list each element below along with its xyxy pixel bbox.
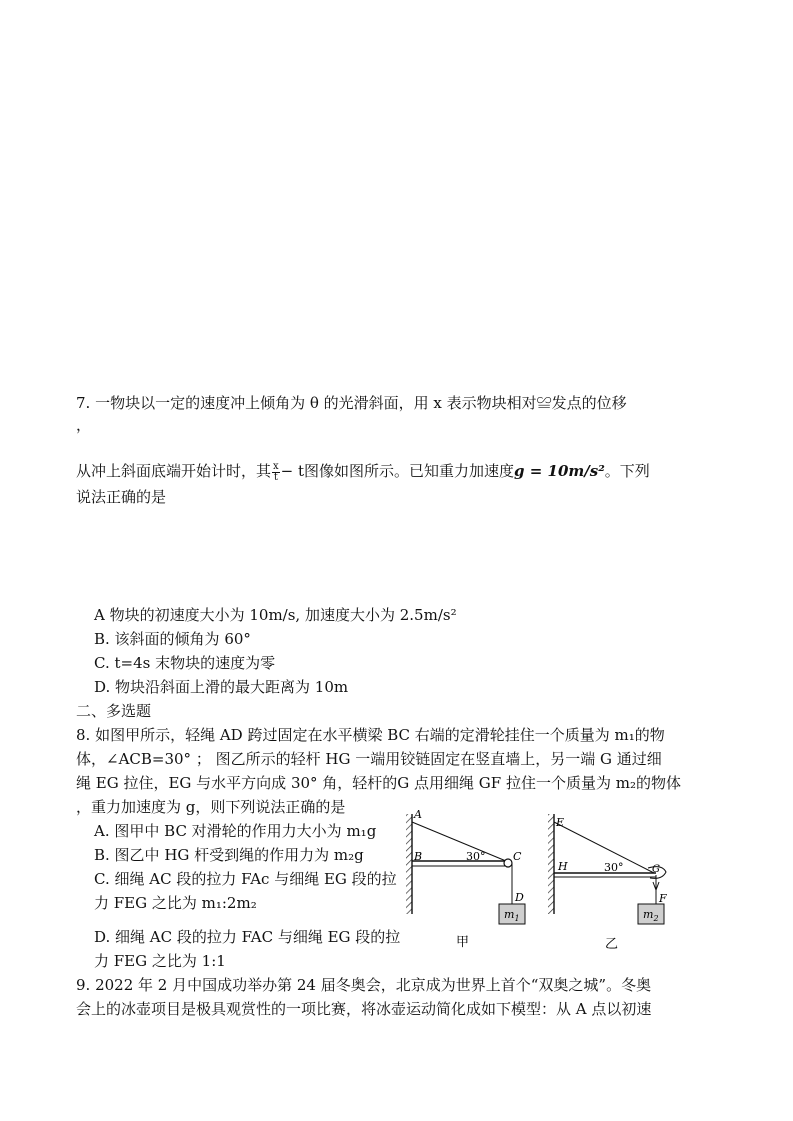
label-e: E: [556, 816, 565, 829]
q9-line1: 9. 2022 年 2 月中国成功举办第 24 届冬奥会，北京成为世界上首个“双奥之城”。冬奥: [76, 976, 652, 994]
angle-label-right: 30°: [604, 861, 624, 874]
q7-option-d: D. 物块沿斜面上滑的最大距离为 10m: [94, 678, 349, 696]
mass-m1-label: $m_1$: [504, 908, 520, 923]
q7-line2: [76, 460, 650, 483]
x-over-t-fraction: $\frac{x}{t}$: [273, 460, 279, 483]
q7-line3: 说法正确的是: [76, 488, 167, 506]
q8-line3: 绳 EG 拉住，EG 与水平方向成 30° 角，轻杆的G 点用细绳 GF 拉住一个质量为 m₂的物体: [76, 774, 681, 792]
q9-line2: 会上的冰壶项目是极具观赏性的一项比赛，将冰壶运动简化成如下模型：从 A 点以初速: [76, 1000, 652, 1018]
q8-option-d-line2: 力 FEG 之比为 1:1: [94, 952, 226, 970]
q7-line2-c: 。下列: [604, 462, 650, 480]
q8-line4: ，重力加速度为 g，则下列说法正确的是: [76, 798, 346, 816]
pulley-c: [504, 859, 512, 867]
label-f: F: [659, 892, 667, 905]
q7-option-b: B. 该斜面的倾角为 60°: [94, 630, 251, 648]
q8-line2: 体，∠ACB=30° ； 图乙所示的轻杆 HG 一端用铰链固定在竖直墙上，另一端 G 通过细: [76, 750, 662, 768]
label-c: C: [513, 850, 522, 863]
label-h: H: [558, 860, 568, 873]
section-heading: 二、多选题: [76, 702, 152, 720]
caption-left: 甲: [456, 935, 470, 950]
q7-option-a: A 物块的初速度大小为 10m/s, 加速度大小为 2.5m/s²: [94, 606, 457, 624]
q8-line1: 8. 如图甲所示，轻绳 AD 跨过固定在水平横梁 BC 右端的定滑轮挂住一个质量为 m₁的物: [76, 726, 665, 744]
right-wall: [548, 814, 554, 914]
left-wall: [406, 814, 412, 914]
q7-line2-a: 从冲上斜面底端开始计时，其: [76, 462, 272, 480]
label-b: B: [414, 850, 423, 863]
q7-line2-b: − t图像如图所示。已知重力加速度: [280, 462, 515, 480]
q8-option-c-line1: C. 细绳 AC 段的拉力 FAc 与细绳 EG 段的拉: [94, 870, 397, 888]
q7-option-c: C. t=4s 末物块的速度为零: [94, 654, 276, 672]
gravity-expression: g = 10m/s²: [514, 462, 605, 480]
caption-right: 乙: [605, 937, 619, 952]
q8-option-b: B. 图乙中 HG 杆受到绳的作用力为 m₂g: [94, 846, 364, 864]
mass-m2-label: $m_2$: [643, 908, 659, 923]
rope-ac: [412, 822, 506, 861]
label-g: G: [652, 864, 660, 875]
q7-line1b: ，: [76, 416, 92, 434]
pulley-diagram: [400, 800, 690, 960]
q8-option-d-line1: D. 细绳 AC 段的拉力 FAC 与细绳 EG 段的拉: [94, 928, 401, 946]
label-a: A: [414, 808, 422, 821]
label-d: D: [515, 891, 524, 904]
q7-line1: 7. 一物块以一定的速度冲上倾角为 θ 的光滑斜面，用 x 表示物块相对≌发点的位移: [76, 394, 627, 412]
q8-option-a: A. 图甲中 BC 对滑轮的作用力大小为 m₁g: [94, 822, 377, 840]
angle-label-left: 30°: [466, 850, 486, 863]
q8-option-c-line2: 力 FEG 之比为 m₁:2m₂: [94, 894, 257, 912]
